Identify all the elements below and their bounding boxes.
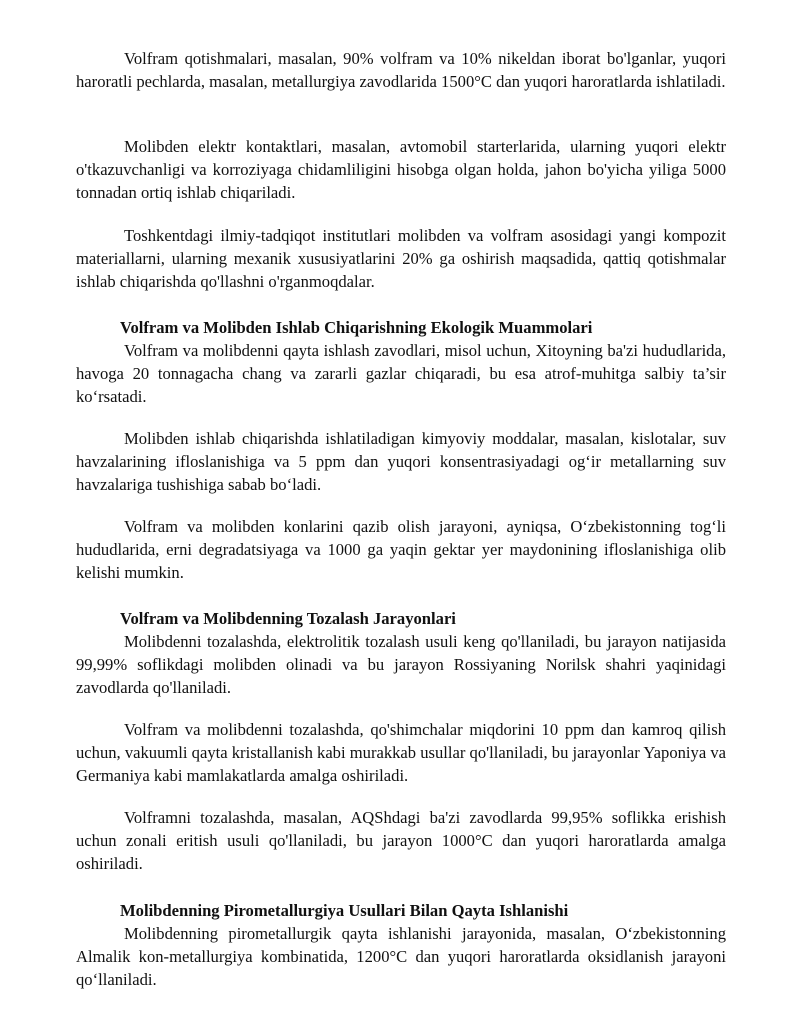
- section-heading: Molibdenning Pirometallurgiya Usullari Bilan Qayta Ishlanishi: [120, 901, 569, 920]
- paragraph: Molibdenning pirometallurgik qayta ishlanishi jarayonida, masalan, O‘zbekistonning Almalik kon-metallurgiya kombinatida, 1200°C dan yuqori haroratlarda oksidlanish jarayoni qo‘llaniladi.: [76, 924, 726, 989]
- paragraph: Molibden elektr kontaktlari, masalan, avtomobil starterlarida, ularning yuqori elektr o'tkazuvchanligi va korroziyaga chidamliligini hisobga olgan holda, jahon bo'yicha yiliga 5000 tonnadan ortiq ishlab chiqariladi.: [76, 137, 726, 202]
- paragraph: Toshkentdagi ilmiy-tadqiqot institutlari molibden va volfram asosidagi yangi kompozit materiallarni, ularning mexanik xususiyatlarini 20% ga oshirish maqsadida, qattiq qotishmalar ishlab chiqarishda qo'llashni o'rganmoqdalar.: [76, 226, 726, 291]
- section-heading: Volfram va Molibdenning Tozalash Jarayonlari: [120, 609, 456, 628]
- paragraph: Volfram va molibden konlarini qazib olish jarayoni, ayniqsa, O‘zbekistonning tog‘li hududlarida, erni degradatsiyaga va 1000 ga yaqin gektar yer maydonining ifloslanishiga olib kelishi mumkin.: [76, 517, 726, 582]
- section-heading: Volfram va Molibden Ishlab Chiqarishning Ekologik Muammolari: [120, 318, 593, 337]
- paragraph: Molibdenni tozalashda, elektrolitik tozalash usuli keng qo'llaniladi, bu jarayon natijasida 99,99% soflikdagi molibden olinadi va bu jarayon Rossiyaning Norilsk shahri yaqinidagi zavodlarda qo'llaniladi.: [76, 632, 726, 697]
- paragraph: Volfram va molibdenni qayta ishlash zavodlari, misol uchun, Xitoyning ba'zi hududlarida, havoga 20 tonnagacha chang va zararli gazlar chiqaradi, bu esa atrof-muhitga salbiy ta’sir ko‘rsatadi.: [76, 341, 726, 406]
- paragraph: Volframni tozalashda, masalan, AQShdagi ba'zi zavodlarda 99,95% soflikka erishish uchun zonali eritish usuli qo'llaniladi, bu jarayon 1000°C dan yuqori haroratlarda amalga oshiriladi.: [76, 808, 726, 873]
- paragraph: Molibden ishlab chiqarishda ishlatiladigan kimyoviy moddalar, masalan, kislotalar, suv havzalarining ifloslanishiga va 5 ppm dan yuqori konsentrasiyadagi og‘ir metallarning suv havzalariga tushishiga sabab bo‘ladi.: [76, 429, 726, 494]
- paragraph: Volfram va molibdenni tozalashda, qo'shimchalar miqdorini 10 ppm dan kamroq qilish uchun, vakuumli qayta kristallanish kabi murakkab usullar qo'llaniladi, bu jarayonlar Yaponiya va Germaniya kabi mamlakatlarda amalga oshiriladi.: [76, 720, 726, 785]
- paragraph: Volfram qotishmalari, masalan, 90% volfram va 10% nikeldan iborat bo'lganlar, yuqori haroratli pechlarda, masalan, metallurgiya zavodlarida 1500°C dan yuqori haroratlarda ishlatiladi.: [76, 49, 726, 91]
